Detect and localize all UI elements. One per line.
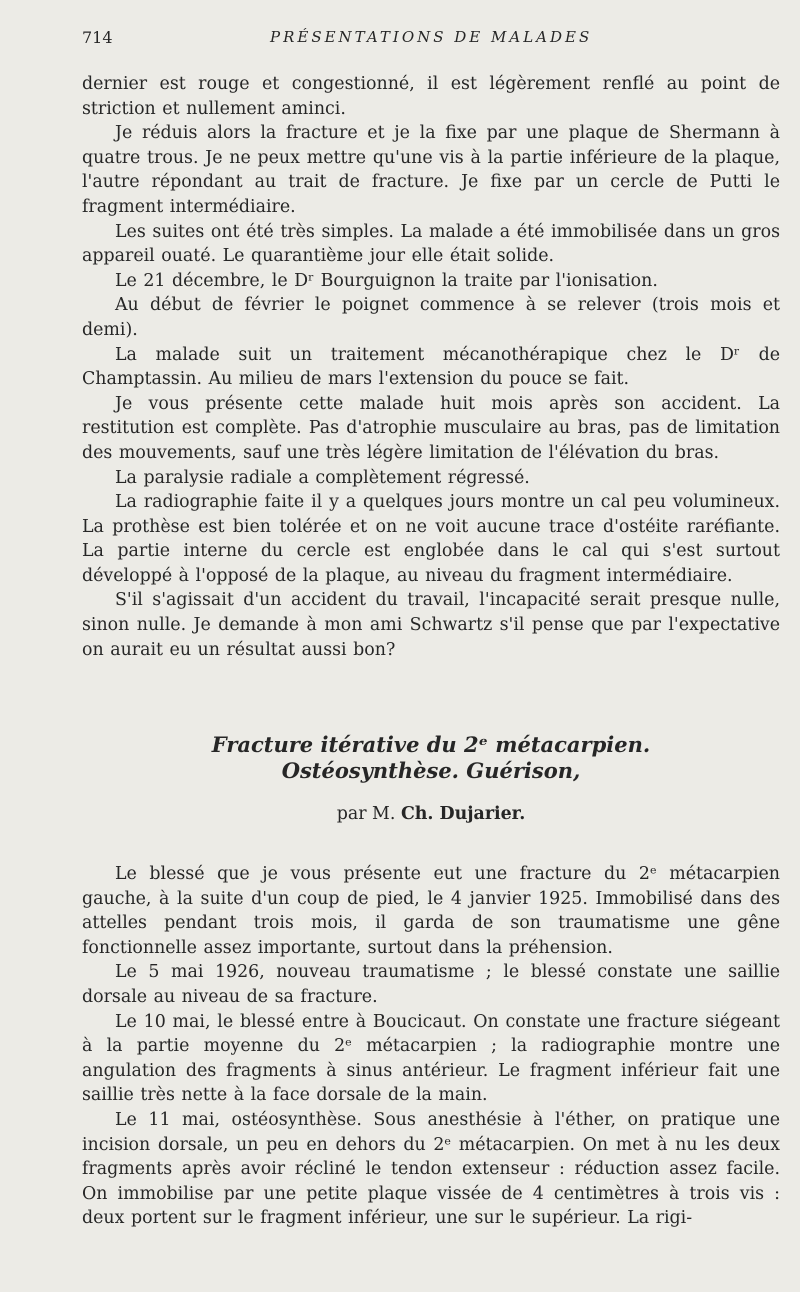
article-author	[82, 804, 780, 824]
article-body	[82, 862, 780, 1231]
author-prefix: par M.	[336, 804, 396, 824]
author-name: Ch. Dujarier.	[400, 804, 526, 824]
paragraph: La radiographie faite il y a quelques jours montre un cal peu volumineux. La prothèse est bien tolérée et on ne voit aucune trace d'ostéite raréfiante. La partie interne du cercle est englobée dans le cal qui s'est surtout développé à l'opposé de la plaque, au niveau du fragment intermédiaire.	[82, 492, 780, 586]
running-title: PRÉSENTATIONS DE MALADES	[270, 28, 593, 46]
paragraph: Le 11 mai, ostéosynthèse. Sous anesthésie à l'éther, on pratique une incision dorsale, un peu en dehors du 2ᵉ métacarpien. On met à nu les deux fragments après avoir récliné le tendon extenseur : réduction assez facile. On immobilise par une petite plaque vissée de 4 centimètres à trois vis : deux portent sur le fragment inférieur, une sur le supérieur. La rigi-	[82, 1109, 780, 1229]
page-number: 714	[82, 28, 113, 47]
paragraph: Le 21 décembre, le Dʳ Bourguignon la traite par l'ionisation.	[115, 270, 658, 291]
paragraph: Le blessé que je vous présente eut une fracture du 2ᵉ métacarpien gauche, à la suite d'un coup de pied, le 4 janvier 1925. Immobilisé dans des attelles pendant trois mois, il garda de son traumatisme une gêne fonctionnelle assez importante, surtout dans la préhension.	[82, 864, 780, 958]
paragraph: Le 10 mai, le blessé entre à Boucicaut. On constate une fracture siégeant à la partie moyenne du 2ᵉ métacarpien ; la radiographie montre une angulation des fragments à sinus antérieur. Le fragment inférieur fait une saillie très nette à la face dorsale de la main.	[82, 1011, 780, 1106]
paragraph: Au début de février le poignet commence à se relever (trois mois et demi).	[82, 295, 780, 340]
paragraph: Les suites ont été très simples. La malade a été immobilisée dans un gros appareil ouaté. Le quarantième jour elle était solide.	[82, 221, 780, 267]
page-header	[82, 28, 778, 50]
paragraph: Le 5 mai 1926, nouveau traumatisme ; le blessé constate une saillie dorsale au niveau de sa fracture.	[82, 962, 780, 1007]
paragraph: La paralysie radiale a complètement régressé.	[115, 467, 530, 488]
paragraph: Je vous présente cette malade huit mois après son accident. La restitution est complète. Pas d'atrophie musculaire au bras, pas de limitation des mouvements, sauf une très légère limitation de l'élévation du bras.	[82, 393, 780, 463]
paragraph: dernier est rouge et congestionné, il est légèrement renflé au point de striction et nullement aminci.	[82, 74, 780, 119]
previous-case-text	[82, 72, 780, 662]
paragraph: La malade suit un traitement mécanothérapique chez le Dʳ de Champtassin. Au milieu de mars l'extension du pouce se fait.	[82, 344, 780, 390]
paragraph: Je réduis alors la fracture et je la fixe par une plaque de Shermann à quatre trous. Je ne peux mettre qu'une vis à la partie inférieure de la plaque, l'autre répondant au trait de fracture. Je fixe par un cercle de Putti le fragment intermédiaire.	[82, 123, 780, 217]
article-title-line-2: Ostéosynthèse. Guérison,	[281, 758, 581, 783]
paragraph: S'il s'agissait d'un accident du travail, l'incapacité serait presque nulle, sinon nulle. Je demande à mon ami Schwartz s'il pense que par l'expectative on aurait eu un résultat aussi bon?	[82, 590, 780, 660]
article-title	[82, 732, 780, 784]
article-title-line-1: Fracture itérative du 2ᵉ métacarpien.	[211, 732, 651, 757]
